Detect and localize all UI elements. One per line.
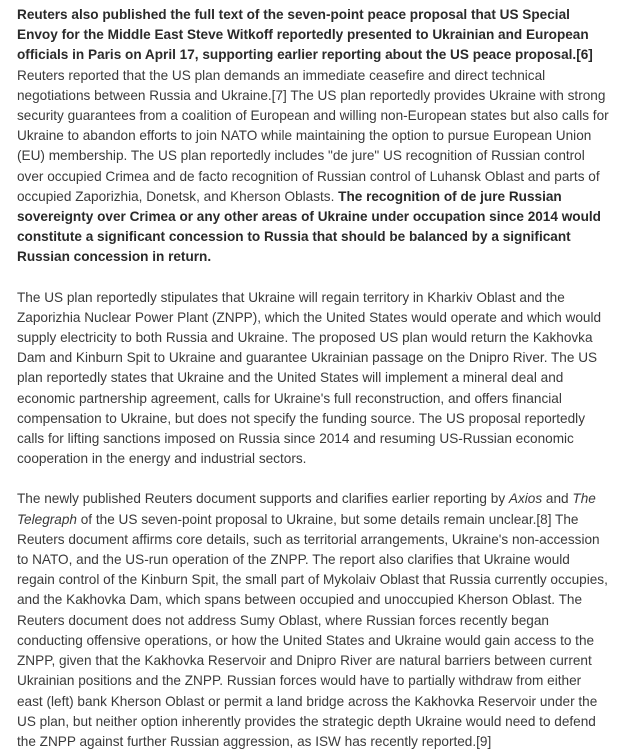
paragraph-1: [17, 5, 610, 268]
publication-title: Axios: [508, 491, 543, 507]
footnote-ref-9[interactable]: [9]: [476, 733, 492, 749]
publication-title: The Telegraph: [17, 491, 596, 527]
bold-text: The recognition of de jure Russian sovereignty over Crimea or any other areas of Ukraine under occupation since 2014 would constitute a significant concession to Russia that should be balanced by a significant Russian concession in return.: [17, 188, 601, 265]
footnote-ref-6[interactable]: [6]: [576, 47, 593, 63]
footnote-ref-7[interactable]: [7]: [271, 87, 287, 103]
body-text: The newly published Reuters document supports and clarifies earlier reporting by: [17, 491, 509, 507]
footnote-ref-8[interactable]: [8]: [536, 511, 552, 527]
body-text: Reuters reported that the US plan demands an immediate ceasefire and direct technical negotiations between Russia and Ukraine.: [17, 67, 546, 103]
body-text: The Reuters document affirms core details, such as territorial arrangements, Ukraine's non-accession to NATO, and the US-run operation of the ZNPP. The report also clarifies that Ukraine would regain control of the Kinburn Spit, the small part of Mykolaiv Oblast that Russia currently occupies, and the Kakhovka Dam, which spans between occupied and unoccupied Kherson Oblast. The Reuters document does not address Sumy Oblast, where Russian forces recently began conducting offensive operations, or how the United States and Ukraine would gain access to the ZNPP, given that the Kakhovka Reservoir and Dnipro River are natural barriers between current Ukrainian positions and the ZNPP. Russian forces would have to partially withdraw from either east (left) bank Kherson Oblast or permit a land bridge across the Kakhovka Reservoir under the US plan, but neither option inherently provides the strategic depth Ukraine would need to defend the ZNPP against further Russian aggression, as ISW has recently reported.: [17, 511, 608, 749]
body-text: of the US seven-point proposal to Ukraine, but some details remain unclear.: [76, 511, 537, 527]
paragraph-3: [17, 489, 610, 752]
body-text: The US plan reportedly stipulates that Ukraine will regain territory in Kharkiv Oblast and the Zaporizhia Nuclear Power Plant (ZNPP), which the United States would operate and which would supply electricity to both Russia and Ukraine. The proposed US plan would return the Kakhovka Dam and Kinburn Spit to Ukraine and guarantee Ukrainian passage on the Dnipro River. The US plan reportedly states that Ukraine and the United States will implement a mineral deal and economic partnership agreement, calls for Ukraine's full reconstruction, and offers financial compensation to Ukraine, but does not specify the funding source. The US proposal reportedly calls for lifting sanctions imposed on Russia since 2014 and resuming US-Russian economic cooperation in the energy and industrial sectors.: [17, 289, 602, 467]
paragraph-2: [17, 288, 610, 470]
bold-text: Reuters also published the full text of the seven-point peace proposal that US Special Envoy for the Middle East Steve Witkoff reportedly presented to Ukrainian and European officials in Paris on April 17, supporting earlier reporting about the US peace proposal.: [17, 7, 589, 63]
body-text: The US plan reportedly provides Ukraine with strong security guarantees from a coalition of European and willing non-European states but also calls for Ukraine to abandon efforts to join NATO while maintaining the option to pursue European Union (EU) membership. The US plan reportedly includes "de jure" US recognition of Russian control over occupied Crimea and de facto recognition of Russian control of Luhansk Oblast and parts of occupied Zaporizhia, Donetsk, and Kherson Oblasts.: [17, 87, 609, 204]
body-text: and: [542, 491, 573, 507]
